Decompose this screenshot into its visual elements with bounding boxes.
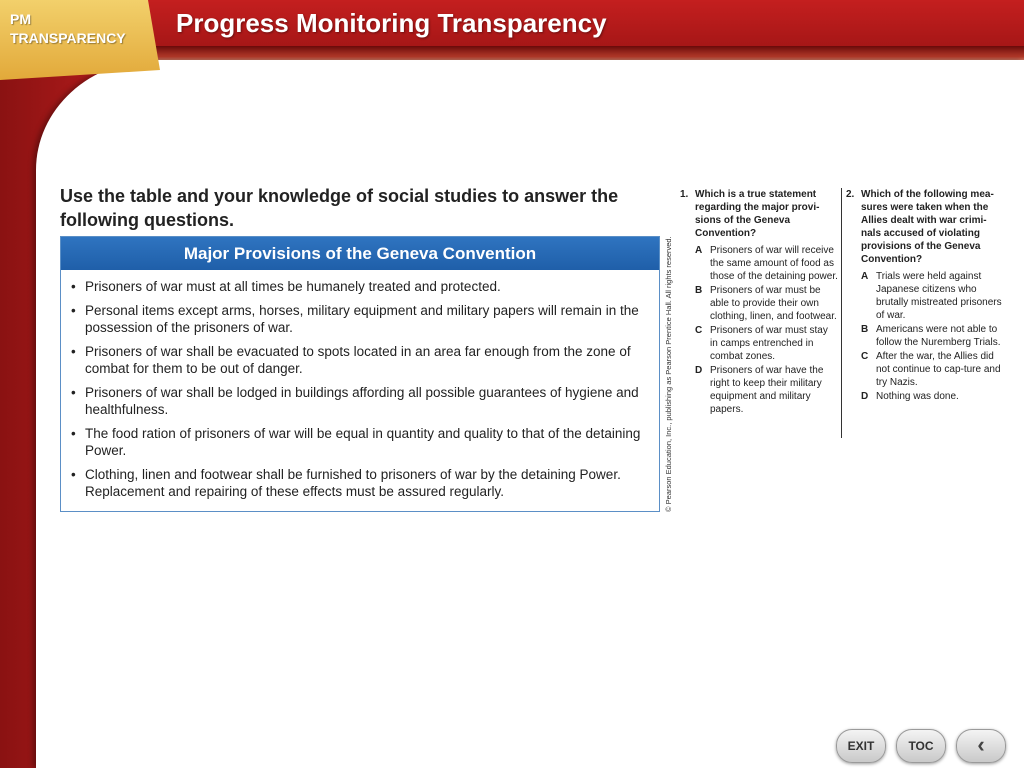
- question-text: Which is a true statement regarding the major provi-sions of the Geneva Convention?: [695, 189, 820, 239]
- pm-transparency-label: [10, 10, 126, 48]
- back-button[interactable]: [956, 729, 1006, 763]
- choice-text: Nothing was done.: [876, 391, 959, 402]
- choice-letter: D: [695, 365, 703, 376]
- provision-item: • Prisoners of war must at all times be humanely treated and protected.: [71, 278, 647, 296]
- answer-choice-a[interactable]: [846, 270, 1002, 322]
- question-text: Which of the following mea-sures were taken when the Allies dealt with war crimi-nals accused of violating provisions of the Geneva Convention?: [861, 189, 994, 265]
- choice-text: Prisoners of war must stay in camps entrenched in combat zones.: [710, 325, 828, 362]
- choice-letter: A: [861, 271, 869, 282]
- answer-choice-d[interactable]: [680, 364, 838, 416]
- choice-text: Trials were held against Japanese citizens who brutally mistreated prisoners of war.: [876, 271, 1002, 321]
- geneva-provisions-table: [60, 236, 660, 512]
- choice-text: After the war, the Allies did not continue to cap-ture and try Nazis.: [876, 351, 1001, 388]
- instructions-text: Use the table and your knowledge of social studies to answer the following questions.: [60, 186, 619, 230]
- page-title: Progress Monitoring Transparency: [176, 8, 607, 38]
- pm-label-line1: PM: [10, 11, 31, 27]
- provision-item: • Clothing, linen and footwear shall be furnished to prisoners of war by the detaining Power. Replacement and repairing of these effects must be assured regularly.: [71, 466, 647, 501]
- back-arrow-icon: ‹: [977, 732, 985, 757]
- answer-choice-b[interactable]: [846, 323, 1002, 349]
- choice-text: Prisoners of war will receive the same amount of food as those of the detaining power.: [710, 245, 838, 282]
- question-number: 2.: [846, 189, 855, 200]
- question-number: 1.: [680, 189, 689, 200]
- question-stem: [846, 188, 1002, 266]
- provision-item: • The food ration of prisoners of war will be equal in quantity and quality to that of the detaining Power.: [71, 425, 647, 460]
- choice-text: Prisoners of war must be able to provide their own clothing, linen, and footwear.: [710, 285, 837, 322]
- question-2: [846, 188, 1002, 404]
- question-stem: [680, 188, 838, 240]
- answer-choice-c[interactable]: [846, 350, 1002, 389]
- provision-item: • Prisoners of war shall be lodged in buildings affording all possible guarantees of hygiene and healthfulness.: [71, 384, 647, 419]
- answer-choice-c[interactable]: [680, 324, 838, 363]
- answer-choice-b[interactable]: [680, 284, 838, 323]
- choice-letter: C: [695, 325, 703, 336]
- copyright-notice: © Pearson Education, Inc., publishing as Pearson Prentice Hall. All rights reserved.: [664, 236, 673, 512]
- answer-choice-a[interactable]: [680, 244, 838, 283]
- answer-choice-d[interactable]: [846, 390, 1002, 403]
- exit-button[interactable]: EXIT: [836, 729, 886, 763]
- choice-letter: D: [861, 391, 869, 402]
- question-1: [680, 188, 838, 417]
- choice-letter: B: [861, 324, 869, 335]
- choice-text: Americans were not able to follow the Nuremberg Trials.: [876, 324, 1001, 348]
- provisions-list: [61, 270, 659, 501]
- choice-letter: B: [695, 285, 703, 296]
- choice-letter: A: [695, 245, 703, 256]
- choice-text: Prisoners of war have the right to keep their military equipment and military papers.: [710, 365, 824, 415]
- choice-letter: C: [861, 351, 869, 362]
- provision-item: • Personal items except arms, horses, military equipment and military papers will remain in the possession of the prisoners of war.: [71, 302, 647, 337]
- table-title: Major Provisions of the Geneva Convention: [61, 237, 659, 270]
- provision-item: • Prisoners of war shall be evacuated to spots located in an area far enough from the zone of combat for them to be out of danger.: [71, 343, 647, 378]
- toc-button[interactable]: TOC: [896, 729, 946, 763]
- question-divider: [841, 188, 842, 438]
- pm-label-line2: TRANSPARENCY: [10, 30, 126, 46]
